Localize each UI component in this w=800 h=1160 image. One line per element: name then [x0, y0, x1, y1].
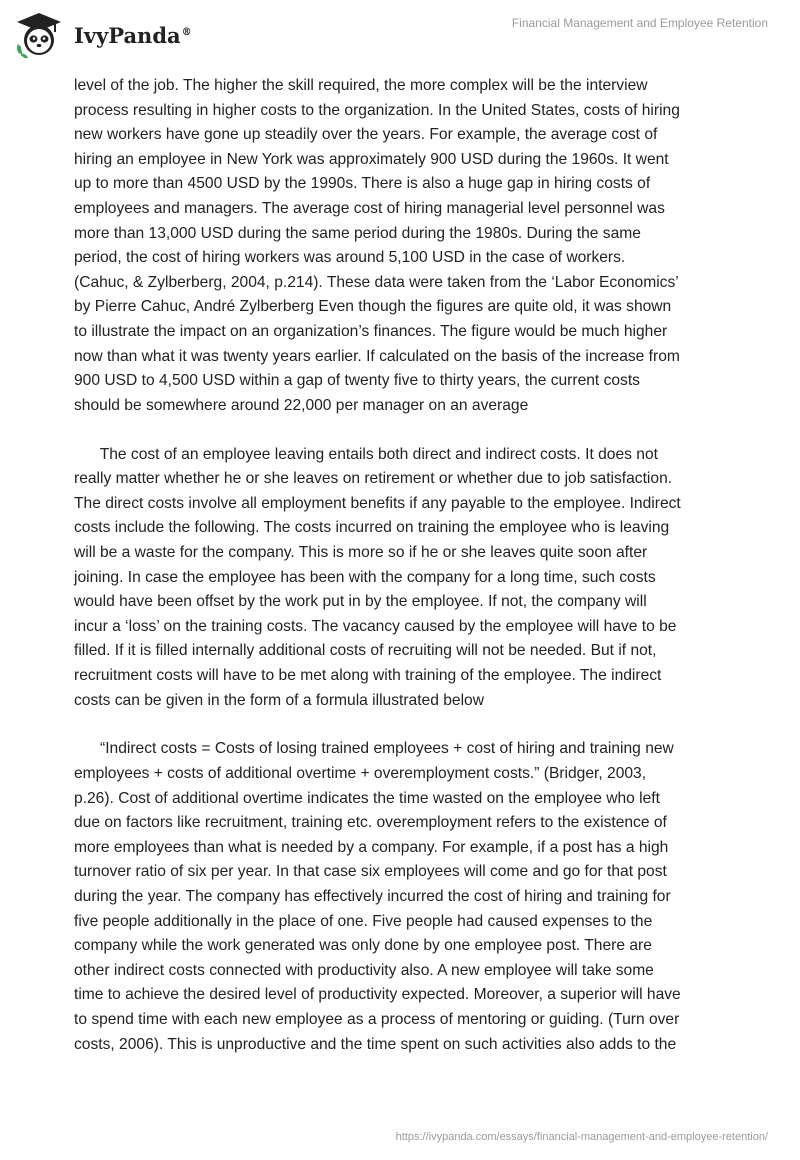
page-header: [0, 0, 800, 70]
graduation-cap-panda-icon: [14, 10, 64, 60]
text-line: level of the job. The higher the skill required, the more complex will be the interview: [74, 77, 648, 94]
text-line: costs include the following. The costs incurred on training the employee who is leaving: [74, 519, 670, 537]
text-line: five people additionally in the place of one. Five people had caused expenses to the: [74, 912, 653, 930]
text-line: other indirect costs connected with productivity also. A new employee will take some: [74, 961, 654, 979]
text-line: filled. If it is filled internally additional costs of recruiting will not be needed. But if not,: [74, 642, 657, 660]
text-line: to illustrate the impact on an organization’s finances. The figure would be much higher: [74, 322, 668, 340]
text-line: due on factors like recruitment, training etc. overemployment refers to the existence of: [74, 814, 667, 832]
paragraph-1: [74, 74, 734, 418]
text-line: 900 USD to 4,500 USD within a gap of twenty five to thirty years, the current costs: [74, 372, 640, 390]
essay-body: [74, 74, 734, 1057]
text-line: employees + costs of additional overtime + overemployment costs.” (Bridger, 2003,: [74, 765, 647, 783]
text-line: The direct costs involve all employment benefits if any payable to the employee. Indirect: [74, 494, 681, 512]
text-line: hiring an employee in New York was approximately 900 USD during the 1960s. It went: [74, 150, 669, 168]
text-line: p.26). Cost of additional overtime indicates the time wasted on the employee who left: [74, 789, 660, 807]
text-line: costs, 2006). This is unproductive and the time spent on such activities also adds to the: [74, 1035, 677, 1053]
source-url[interactable]: https://ivypanda.com/essays/financial-management-and-employee-retention/: [395, 1131, 768, 1143]
text-line: by Pierre Cahuc, André Zylberberg Even though the figures are quite old, it was shown: [74, 298, 672, 316]
brand-name: IvyPanda®: [74, 22, 192, 48]
text-line: period, the cost of hiring workers was around 5,100 USD in the case of workers.: [74, 249, 626, 267]
text-line: company while the work generated was only done by one employee post. There are: [74, 937, 652, 955]
text-line: to spend time with each new employee as a process of mentoring or guiding. (Turn over: [74, 1010, 680, 1028]
text-line: during the year. The company has effectively incurred the cost of hiring and training for: [74, 888, 671, 905]
text-line: recruitment costs will have to be met along with training of the employee. The indirect: [74, 666, 662, 684]
paragraph-2: [74, 443, 734, 714]
document-title: Financial Management and Employee Retention: [511, 16, 768, 30]
text-line: The cost of an employee leaving entails both direct and indirect costs. It does not: [74, 445, 658, 463]
registered-mark: ®: [181, 26, 192, 38]
text-line: process resulting in higher costs to the organization. In the United States, costs of hiring: [74, 101, 680, 119]
text-line: now than what it was twenty years earlier. If calculated on the basis of the increase from: [74, 347, 680, 365]
text-line: “Indirect costs = Costs of losing trained employees + cost of hiring and training new: [74, 740, 674, 758]
text-line: new workers have gone up steadily over the years. For example, the average cost of: [74, 126, 658, 144]
text-line: time to achieve the desired level of productivity expected. Moreover, a superior will have: [74, 986, 681, 1004]
text-line: incur a ‘loss’ on the training costs. The vacancy caused by the employee will have to be: [74, 617, 677, 635]
text-line: will be a waste for the company. This is more so if he or she leaves quite soon after: [74, 543, 648, 561]
text-line: up to more than 4500 USD by the 1990s. There is also a huge gap in hiring costs of: [74, 175, 651, 193]
text-line: should be somewhere around 22,000 per manager on an average: [74, 396, 529, 414]
text-line: turnover ratio of six per year. In that case six employees will come and go for that post: [74, 863, 667, 881]
text-line: would have been offset by the work put in by the employee. If not, the company will: [74, 593, 647, 611]
text-line: really matter whether he or she leaves on retirement or whether due to job satisfaction.: [74, 470, 673, 488]
text-line: employees and managers. The average cost of hiring managerial level personnel was: [74, 199, 665, 217]
text-line: more than 13,000 USD during the same period during the 1980s. During the same: [74, 224, 641, 242]
ivypanda-logo[interactable]: [14, 10, 192, 60]
text-line: costs can be given in the form of a formula illustrated below: [74, 691, 484, 709]
text-line: (Cahuc, & Zylberberg, 2004, p.214). These data were taken from the ‘Labor Economics’: [74, 273, 679, 291]
paragraph-3: [74, 737, 734, 1057]
text-line: joining. In case the employee has been with the company for a long time, such costs: [74, 568, 656, 586]
text-line: more employees than what is needed by a company. For example, if a post has a high: [74, 838, 669, 856]
